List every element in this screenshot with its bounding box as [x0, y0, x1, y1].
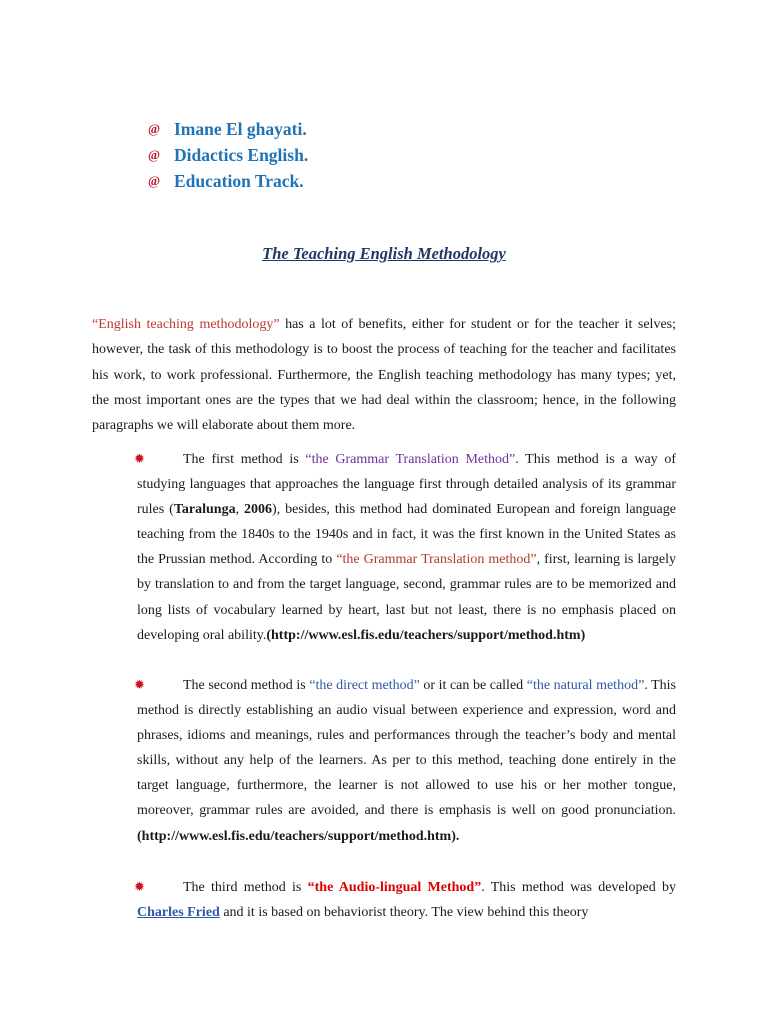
at-bullet-icon: @: [148, 147, 161, 162]
method-quote: “the Grammar Translation method”: [336, 552, 537, 568]
star-bullet-icon: ✹: [134, 451, 145, 466]
author-name: @ Imane El ghayati.: [148, 118, 307, 139]
at-bullet-icon: @: [148, 121, 161, 136]
intro-paragraph: [92, 312, 676, 438]
source-reference: (http://www.esl.fis.edu/teachers/support/method.htm): [266, 627, 586, 643]
course-name: @ Didactics English.: [148, 144, 309, 165]
at-bullet-icon: @: [148, 173, 161, 188]
method-paragraph-grammar-translation: ✹ The first method is “the Grammar Translation Method”. This method is a way of studying languages that approaches the language first through detailed analysis of its grammar rules (Taralunga, 2006), besides, this method had dominated European and foreign language teaching from the 1840s to the 1940s and in fact, it was the first known in the United States as the Prussian method. According to “the Grammar Translation method”, first, learning is largely by translation to and from the target language, second, grammar rules are to be memorized and long lists of vocabulary learned by heart, last but not least, there is no emphasis placed on developing oral ability.(http://www.esl.fis.edu/teachers/support/method.htm): [134, 451, 677, 643]
author-info-list: [148, 116, 308, 194]
star-bullet-icon: ✹: [134, 879, 145, 894]
method-name: “the Grammar Translation Method”: [305, 452, 516, 467]
intro-highlight: “English teaching methodology”: [92, 317, 280, 332]
method-paragraph-audio-lingual: ✹ The third method is “the Audio-lingual Method”. This method was developed by Charles Fried and it is based on behaviorist theory. The view behind this theory: [134, 879, 676, 921]
charles-fried-link[interactable]: Charles Fried: [137, 905, 220, 921]
source-reference: (http://www.esl.fis.edu/teachers/support/method.htm).: [137, 828, 460, 844]
method-name: “the Audio-lingual Method”: [307, 880, 482, 895]
star-bullet-icon: ✹: [134, 677, 145, 692]
track-name: @ Education Track.: [148, 170, 304, 191]
intro-text: has a lot of benefits, either for student or for the teacher it selves; however, the task of this methodology is to boost the process of teaching for the teacher and facilitates his work, to work professional. Furthermore, the English teaching methodology has many types; yet, the most important ones are the types that we had deal within the classroom; hence, in the following paragraphs we will elaborate about them more.: [92, 317, 676, 434]
method-name: “the direct method”: [309, 678, 420, 693]
document-title: The Teaching English Methodology: [262, 244, 506, 263]
method-paragraph-direct: ✹ The second method is “the direct method” or it can be called “the natural method”. This method is directly establishing an audio visual between experience and expression, word and phrases, idioms and meanings, rules and performances through the teacher’s body and mental skills, without any help of the learners. As per to this method, teaching done entirely in the target language, furthermore, the learner is not allowed to use his or her mother tongue, moreover, grammar rules are avoided, and there is emphasis is well on good pronunciation. (http://www.esl.fis.edu/teachers/support/method.htm).: [134, 677, 677, 844]
citation-year: 2006: [244, 502, 273, 518]
method-alt-name: “the natural method”: [526, 678, 645, 693]
citation-author: Taralunga: [173, 502, 236, 518]
